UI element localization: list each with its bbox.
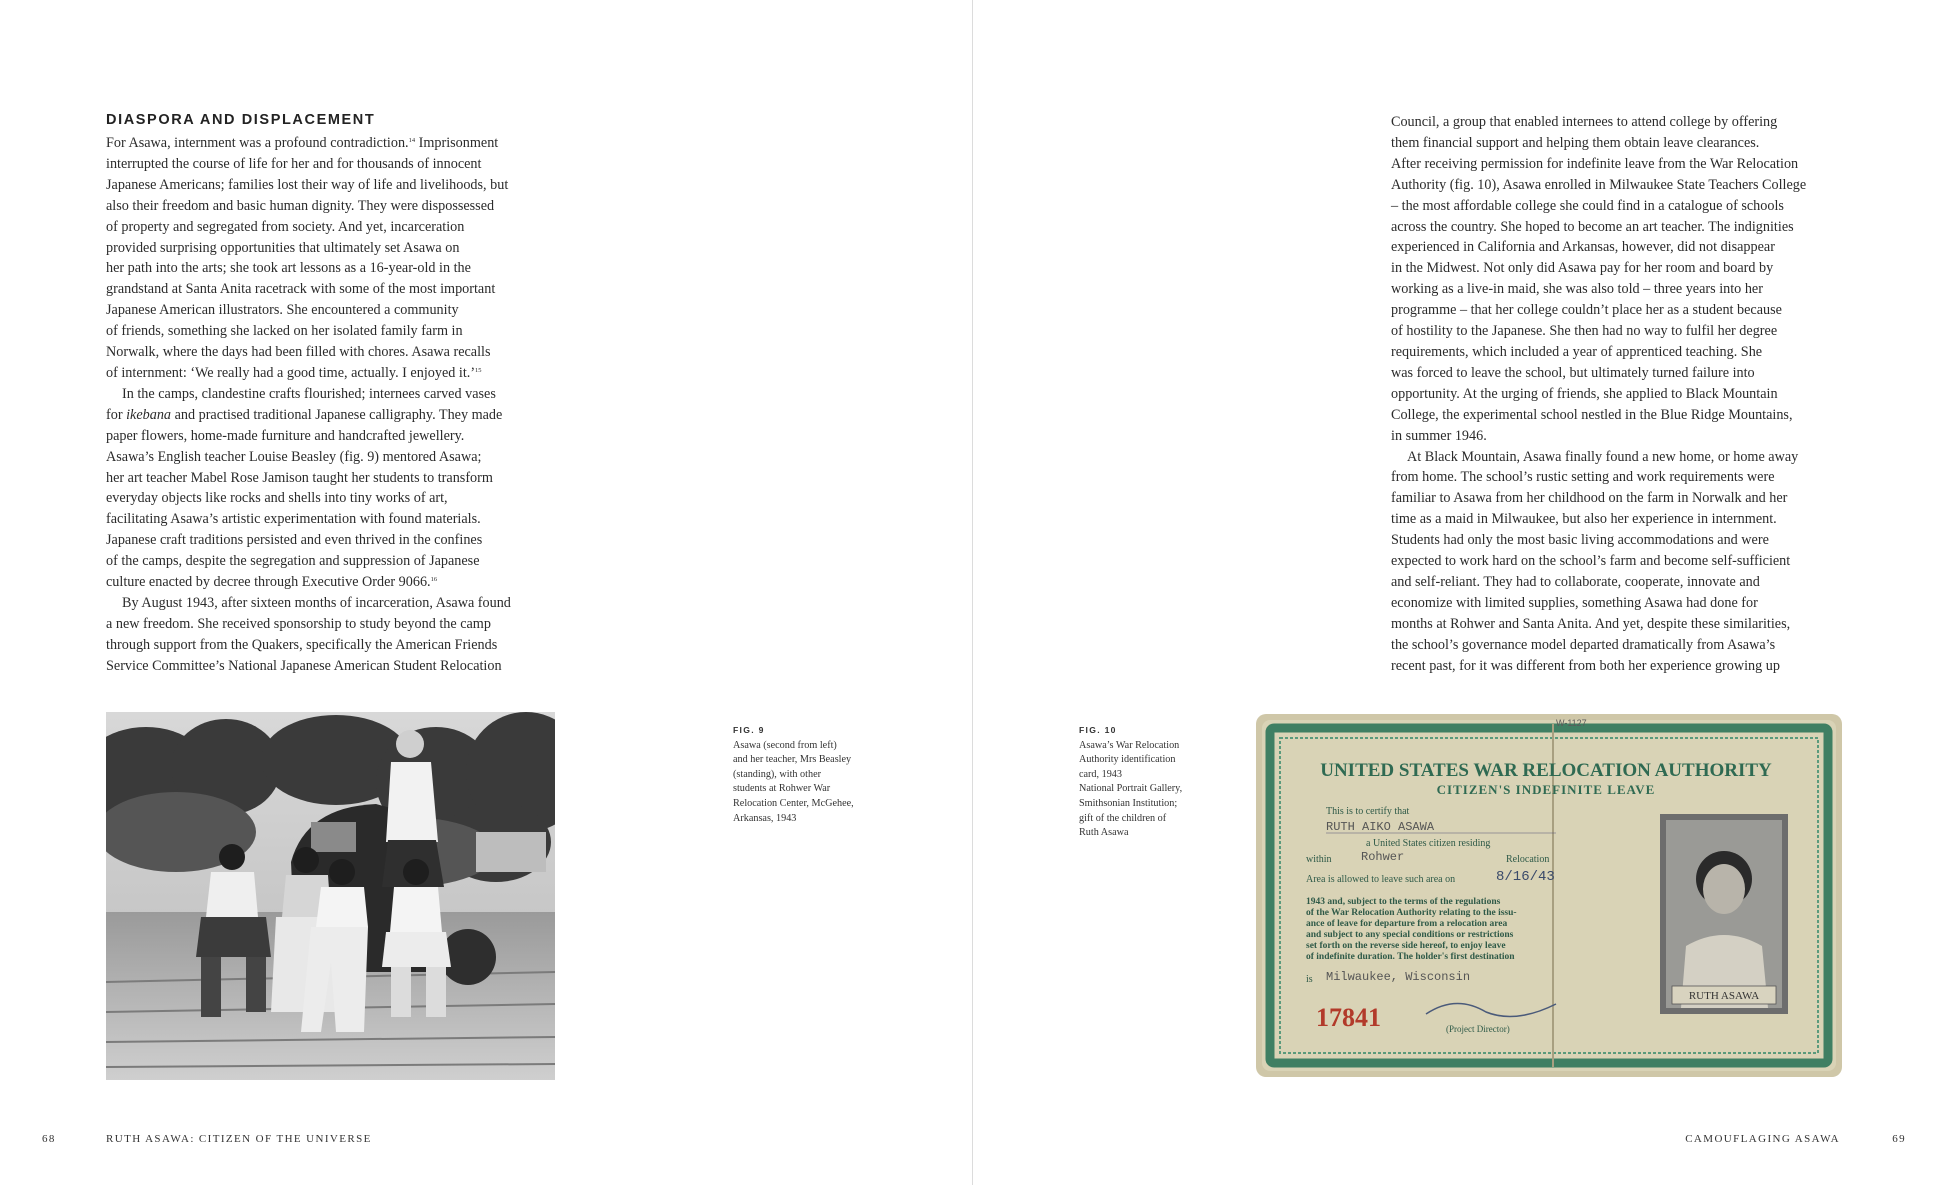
card-body-line: of the War Relocation Authority relating to the issu- xyxy=(1306,908,1517,918)
card-body-line: and subject to any special conditions or restrictions xyxy=(1306,930,1514,940)
card-top-code: W-1127 xyxy=(1556,718,1587,728)
text-line: economize with limited supplies, something Asawa had done for xyxy=(1391,594,1758,611)
fig10-caption-line: Smithsonian Institution; xyxy=(1079,797,1178,809)
text-line: grandstand at Santa Anita racetrack with some of the most important xyxy=(106,281,496,298)
card-photo-name: RUTH ASAWA xyxy=(1688,990,1760,1002)
text-line: in the Midwest. Not only did Asawa pay for her room and board by xyxy=(1391,260,1774,277)
fig10-label: FIG. 10 xyxy=(1079,725,1117,735)
card-subtitle: CITIZEN'S INDEFINITE LEAVE xyxy=(1436,782,1656,797)
fig9-caption xyxy=(733,723,854,826)
card-relocation: Relocation xyxy=(1506,854,1550,865)
fig10-caption-line: card, 1943 xyxy=(1079,768,1122,780)
card-body-line: 1943 and, subject to the terms of the regulations xyxy=(1306,897,1501,907)
text-line: culture enacted by decree through Executive Order 9066.16 xyxy=(106,574,438,591)
text-line: interrupted the course of life for her and for thousands of innocent xyxy=(106,155,482,172)
card-center: Rohwer xyxy=(1361,850,1405,864)
right-text-column xyxy=(1391,112,1851,676)
text-line: – the most affordable college she could find in a catalogue of schools xyxy=(1391,197,1784,214)
text-line: Japanese craft traditions persisted and even thrived in the confines xyxy=(106,532,483,549)
fig10-caption-line: Authority identification xyxy=(1079,754,1176,766)
card-certify: This is to certify that xyxy=(1326,806,1410,817)
text-line: paper flowers, home-made furniture and handcrafted jewellery. xyxy=(106,427,465,444)
left-running-title: RUTH ASAWA: CITIZEN OF THE UNIVERSE xyxy=(106,1133,372,1145)
text-line: was forced to leave the school, but ultimately turned failure into xyxy=(1391,364,1755,381)
card-name-typed: RUTH AIKO ASAWA xyxy=(1326,820,1435,834)
card-citizen-line: a United States citizen residing xyxy=(1366,838,1491,849)
card-destination: Milwaukee, Wisconsin xyxy=(1326,970,1471,984)
text-line: Japanese American illustrators. She encountered a community xyxy=(106,302,459,319)
text-line: Japanese Americans; families lost their way of life and livelihoods, but xyxy=(106,176,509,193)
text-line: provided surprising opportunities that ultimately set Asawa on xyxy=(106,239,460,256)
fig10-id-card xyxy=(1256,714,1842,1077)
text-line: College, the experimental school nestled in the Blue Ridge Mountains, xyxy=(1391,406,1793,423)
text-line: through support from the Quakers, specifically the American Friends xyxy=(106,636,498,653)
card-body-line: ance of leave for departure from a relocation area xyxy=(1306,919,1508,929)
card-title: UNITED STATES WAR RELOCATION AUTHORITY xyxy=(1320,760,1772,781)
text-line: everyday objects like rocks and shells into tiny works of art, xyxy=(106,490,448,507)
fig10-caption xyxy=(1079,723,1182,841)
page-gutter xyxy=(972,0,973,1185)
text-line: and self-reliant. They had to collaborate, cooperate, innovate and xyxy=(1391,573,1760,590)
fig9-label: FIG. 9 xyxy=(733,725,765,735)
text-line: Council, a group that enabled internees to attend college by offering xyxy=(1391,114,1778,130)
left-page-number: 68 xyxy=(42,1133,56,1145)
text-line: a new freedom. She received sponsorship to study beyond the camp xyxy=(106,615,491,632)
text-line: experienced in California and Arkansas, however, did not disappear xyxy=(1391,239,1775,256)
card-within: within xyxy=(1306,854,1332,865)
text-line: Authority (fig. 10), Asawa enrolled in Milwaukee State Teachers College xyxy=(1391,176,1807,193)
fig10-caption-line: National Portrait Gallery, xyxy=(1079,783,1183,795)
fig9-caption-line: students at Rohwer War xyxy=(733,783,831,795)
text-line: from home. The school’s rustic setting and work requirements were xyxy=(1391,469,1775,486)
text-line: facilitating Asawa’s artistic experimentation with found materials. xyxy=(106,511,481,528)
fig10-caption-line: gift of the children of xyxy=(1079,812,1167,824)
fig9-caption-line: (standing), with other xyxy=(733,768,821,780)
text-line: months at Rohwer and Santa Anita. And yet, despite these similarities, xyxy=(1391,615,1791,632)
text-line: After receiving permission for indefinite leave from the War Relocation xyxy=(1391,155,1799,172)
text-line: of property and segregated from society. And yet, incarceration xyxy=(106,218,465,235)
text-line: opportunity. At the urging of friends, she applied to Black Mountain xyxy=(1391,385,1778,402)
card-body-line: of indefinite duration. The holder's first destination xyxy=(1306,952,1515,962)
text-line: of internment: ‘We really had a good time, actually. I enjoyed it.’$^{15}$ xyxy=(106,364,482,381)
fig10-caption-line: Ruth Asawa xyxy=(1079,827,1129,839)
text-line: In the camps, clandestine crafts flourished; internees carved vases xyxy=(122,385,496,402)
footnote-ref: 16 xyxy=(430,576,438,584)
card-project-director: (Project Director) xyxy=(1446,1024,1510,1034)
text-line: her art teacher Mabel Rose Jamison taught her students to transform xyxy=(106,469,493,486)
fig10-caption-line: Asawa’s War Relocation xyxy=(1079,739,1180,751)
text-line: the school’s governance model departed dramatically from Asawa’s xyxy=(1391,636,1776,653)
text-line: requirements, which included a year of apprenticed teaching. She xyxy=(1391,343,1763,360)
footnote-ref: 14 xyxy=(408,137,416,144)
text-line: her path into the arts; she took art lessons as a 16-year-old in the xyxy=(106,260,471,277)
right-page-number: 69 xyxy=(1892,1133,1906,1145)
text-line: programme – that her college couldn’t place her as a student because xyxy=(1391,302,1782,319)
text-line: across the country. She hoped to become an art teacher. The indignities xyxy=(1391,218,1794,235)
text-line: Asawa’s English teacher Louise Beasley (fig. 9) mentored Asawa; xyxy=(106,448,482,465)
text-line: expected to work hard on the school’s farm and become self-sufficient xyxy=(1391,553,1791,570)
fig9-caption-line: Relocation Center, McGehee, xyxy=(733,797,854,809)
fig9-caption-line: and her teacher, Mrs Beasley xyxy=(733,754,852,766)
card-area-line: Area is allowed to leave such area on xyxy=(1306,874,1456,885)
text-line: of the camps, despite the segregation and suppression of Japanese xyxy=(106,553,480,570)
left-text-column xyxy=(106,133,556,677)
text-line: By August 1943, after sixteen months of incarceration, Asawa found xyxy=(122,594,511,611)
card-is: is xyxy=(1306,974,1313,985)
text-line: of friends, something she lacked on her isolated family farm in xyxy=(106,323,463,340)
fig9-caption-line: Asawa (second from left) xyxy=(733,739,837,751)
text-line: Service Committee’s National Japanese American Student Relocation xyxy=(106,657,502,674)
text-line: At Black Mountain, Asawa finally found a new home, or home away xyxy=(1407,448,1799,465)
text-line: of hostility to the Japanese. She then had no way to fulfil her degree xyxy=(1391,323,1778,340)
text-line: familiar to Asawa from her childhood on the farm in Norwalk and her xyxy=(1391,490,1788,507)
text-line: Students had only the most basic living accommodations and were xyxy=(1391,532,1769,549)
text-line: recent past, for it was different from both her experience growing up xyxy=(1391,657,1780,674)
footnote-ref: 15 xyxy=(475,366,482,374)
text-line: in summer 1946. xyxy=(1391,427,1487,444)
section-heading: DIASPORA AND DISPLACEMENT xyxy=(106,112,376,128)
text-line: For Asawa, internment was a profound contradiction.$^{14}$ Imprisonment xyxy=(106,135,499,151)
fig9-photograph xyxy=(106,712,555,1080)
card-date-typed: 8/16/43 xyxy=(1496,869,1555,885)
text-line: time as a maid in Milwaukee, but also her experience in internment. xyxy=(1391,511,1777,528)
text-line: also their freedom and basic human dignity. They were dispossessed xyxy=(106,197,495,214)
text-line: Norwalk, where the days had been filled with chores. Asawa recalls xyxy=(106,344,491,361)
text-line: working as a live-in maid, she was also told – three years into her xyxy=(1391,281,1763,298)
text-line: for ikebana and practised traditional Japanese calligraphy. They made xyxy=(106,406,503,423)
card-body-line: set forth on the reverse side hereof, to enjoy leave xyxy=(1306,941,1506,951)
text-line: them financial support and helping them obtain leave clearances. xyxy=(1391,134,1760,151)
fig9-caption-line: Arkansas, 1943 xyxy=(733,812,797,824)
card-serial: 17841 xyxy=(1316,1003,1381,1032)
right-running-title: CAMOUFLAGING ASAWA xyxy=(1685,1133,1840,1145)
